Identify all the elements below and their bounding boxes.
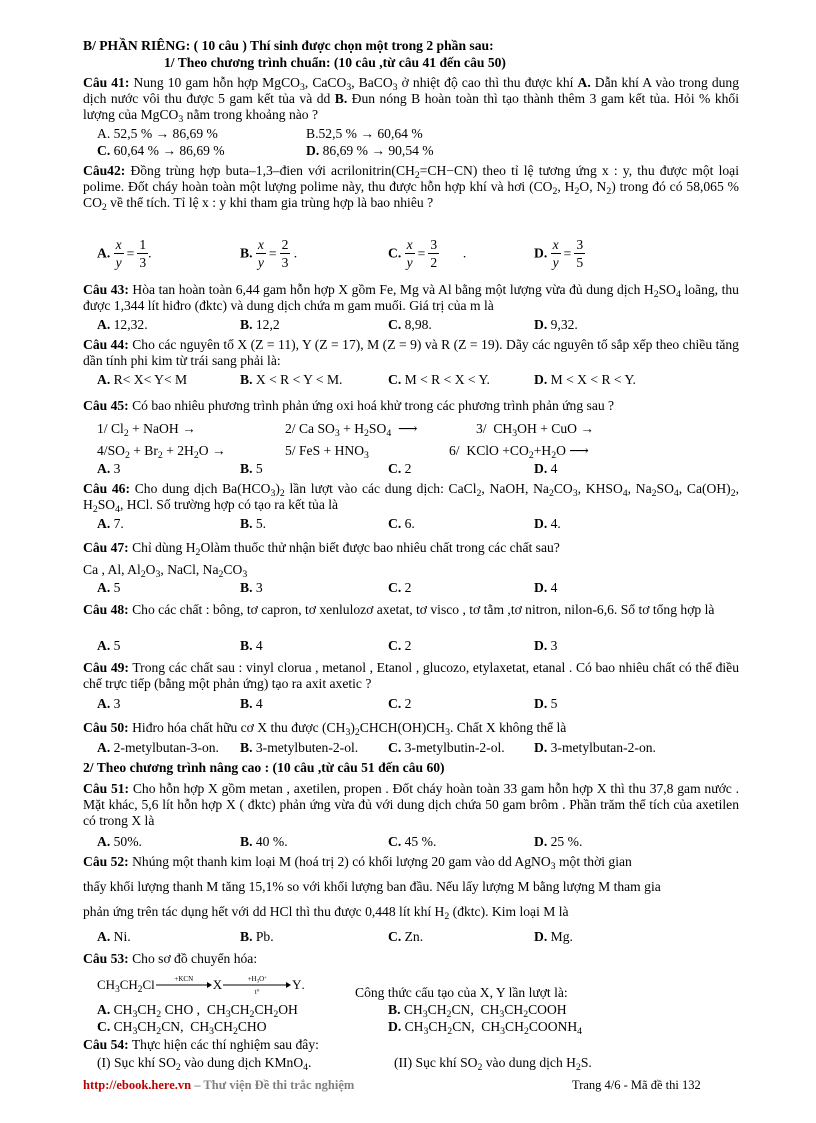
q44-option-c[interactable]: C. M < R < X < Y. — [388, 372, 490, 387]
q52-option-c[interactable]: C. Zn. — [388, 929, 424, 944]
q45-option-d[interactable]: D. 4 — [534, 461, 558, 476]
q47-option-d[interactable]: D. 4 — [534, 580, 558, 595]
q49-option-b[interactable]: B. 4 — [240, 696, 263, 711]
q47-option-c[interactable]: C. 2 — [388, 580, 412, 595]
question-47: Câu 47: Chỉ dùng $H_2Olàm$ thuốc thử nhận biết được bao nhiêu chất trong các chất sau? — [83, 540, 560, 558]
q44-label: Câu 44: — [83, 337, 129, 352]
question-43: Câu 43: Hòa tan hoàn toàn 6,44 gam hỗn hợp X gồm Fe, Mg và Al bằng một lượng vừa đủ dung dịch $H_2SO_4$ loãng, thu được 1,344 lít hiđro (đktc) và dung dịch chứa m gam muối. Giá trị của m là — [83, 282, 739, 313]
q45-reaction-3: 3/ $CH_3OH$ + CuO → — [476, 421, 594, 439]
q42-label: Câu42: — [83, 163, 126, 178]
q44-option-d[interactable]: D. M < X < R < Y. — [534, 372, 636, 387]
q45-reaction-4: $4/SO_2 + Br_2 + 2H_2O$ → — [97, 443, 226, 461]
q51-option-a[interactable]: A. 50%. — [97, 834, 142, 849]
question-44: Câu 44: Cho các nguyên tố X (Z = 11), Y (Z = 17), M (Z = 9) và R (Z = 19). Dãy các nguyên tố sắp xếp theo chiều tăng dần tính phi kim từ trái sang phải là: — [83, 337, 739, 368]
q45-option-b[interactable]: B. 5 — [240, 461, 263, 476]
q47-option-a[interactable]: A. 5 — [97, 580, 121, 595]
q41-option-c[interactable]: C. 60,64 % → 86,69 % — [97, 143, 225, 158]
footer-left: http://ebook.here.vn – Thư viện Đề thi trắc nghiệm — [83, 1078, 355, 1092]
q50-option-a[interactable]: A. 2-metylbutan-3-on. — [97, 740, 219, 755]
q42-option-d[interactable]: D. $\frac{x}{y}$ = $\frac{3}{5}$ — [534, 237, 584, 270]
q53-arrow-2: $+H_3O^+$ t° — [222, 981, 292, 989]
subsection-advanced: 2/ Theo chương trình nâng cao : (10 câu ,từ câu 51 đến câu 60) — [83, 760, 445, 775]
question-45: Câu 45: Có bao nhiêu phương trình phản ứng oxi hoá khử trong các phương trình phản ứng sau ? — [83, 398, 615, 413]
q50-option-c[interactable]: C. 3-metylbutin-2-ol. — [388, 740, 505, 755]
q46-option-d[interactable]: D. 4. — [534, 516, 561, 531]
question-50: Câu 50: Hiđro hóa chất hữu cơ X thu được $(CH_3)_2CHCH(OH)CH_3$. Chất X không thể là — [83, 720, 567, 738]
question-54: Câu 54: Thực hiện các thí nghiệm sau đây: — [83, 1037, 319, 1052]
section-title: B/ PHẦN RIÊNG: ( 10 câu ) Thí sinh được chọn một trong 2 phần sau: — [83, 38, 494, 53]
question-52-line3: phản ứng trên tác dụng hết với dd HCl thì thu được 0,448 lít khí $H_2$ (đktc). Kim loại M là — [83, 904, 569, 922]
question-51: Câu 51: Cho hỗn hợp X gồm metan , axetilen, propen . Đốt cháy hoàn toàn 33 gam hỗn hợp X thì thu 37,8 gam nước . Mặt khác, 5,6 lít hỗn hợp X ( đktc) phản ứng vừa đủ với dung dịch chứa 50 gam brôm . Phần trăm thể tích của axetilen có trong X là — [83, 781, 739, 828]
q41-option-d[interactable]: D. 86,69 % → 90,54 % — [306, 143, 434, 158]
q43-option-c[interactable]: C. 8,98. — [388, 317, 432, 332]
q54-experiment-1: (I) Sục khí $SO_2$ vào dung dịch KMnO$_4$. — [97, 1055, 312, 1073]
q43-option-d[interactable]: D. 9,32. — [534, 317, 578, 332]
q42-option-a[interactable]: A. $\frac{x}{y}$ = $\frac{1}{3}$ . — [97, 237, 152, 270]
q49-option-d[interactable]: D. 5 — [534, 696, 558, 711]
q50-option-d[interactable]: D. 3-metylbutan-2-on. — [534, 740, 656, 755]
q41-option-b[interactable]: B.52,5 % → 60,64 % — [306, 126, 423, 141]
question-53: Câu 53: Cho sơ đồ chuyển hóa: — [83, 951, 258, 966]
q44-option-b[interactable]: B. X < R < Y < M. — [240, 372, 343, 387]
q51-option-b[interactable]: B. 40 %. — [240, 834, 288, 849]
q53-question: Công thức cấu tạo của X, Y lần lượt là: — [355, 985, 568, 1000]
q45-reaction-1: 1/ $Cl_2$ + NaOH → — [97, 421, 196, 439]
q53-option-c[interactable]: C. $CH_3CH_2CN$, $CH_3CH_2CHO$ — [97, 1019, 267, 1037]
q47-option-b[interactable]: B. 3 — [240, 580, 263, 595]
question-46: Câu 46: Cho dung dịch $Ba(HCO_3)_2$ lần lượt vào các dung dịch: CaCl$_2$, NaOH, $Na_2CO_3$, $KHSO_4$, $Na_2SO_4$, $Ca(OH)_2$, $H_2SO_4$, HCl. Số trường hợp có tạo ra kết tủa là — [83, 481, 739, 515]
q53-option-b[interactable]: B. $CH_3CH_2CN$, $CH_3CH_2COOH$ — [388, 1002, 567, 1020]
q48-option-a[interactable]: A. 5 — [97, 638, 121, 653]
q41-option-a[interactable]: A. 52,5 % → 86,69 % — [97, 126, 218, 141]
question-48: Câu 48: Cho các chất : bông, tơ capron, tơ xenlulozơ axetat, tơ visco , tơ tằm ,tơ nitron, nilon-6,6. Số tơ tổng hợp là — [83, 602, 715, 617]
q47-substances: Ca , Al, $Al_2O_3$, NaCl, $Na_2CO_3$ — [83, 562, 248, 580]
q50-option-b[interactable]: B. 3-metylbuten-2-ol. — [240, 740, 359, 755]
subsection-standard: 1/ Theo chương trình chuẩn: (10 câu ,từ câu 41 đến câu 50) — [164, 55, 506, 70]
question-52-line2: thấy khối lượng thanh M tăng 15,1% so với khối lượng ban đầu. Nếu lấy lượng M bằng lượng M tham gia — [83, 879, 661, 894]
q51-option-d[interactable]: D. 25 %. — [534, 834, 583, 849]
q43-option-b[interactable]: B. 12,2 — [240, 317, 280, 332]
question-42: Câu42: Đồng trùng hợp buta–1,3–đien với $acrilonitrin(CH_2=CH-CN)$ theo tỉ lệ tương ứng x : y, thu được một loại polime. Đốt cháy hoàn toàn một lượng polime này, thu được hỗn hợp khí và hơi ($CO_2$, $H_2O$, $N_2$) trong đó có 58,065 % $CO_2$ về thể tích. Tỉ lệ x : y khi tham gia trùng hợp là bao nhiêu ? — [83, 163, 739, 213]
q52-option-a[interactable]: A. Ni. — [97, 929, 131, 944]
q53-scheme: $CH_3CH_2Cl$ +KCN X $+H_3O^+$ t° Y. — [97, 974, 305, 997]
footer-library: Thư viện Đề thi trắc nghiệm — [203, 1078, 355, 1092]
question-52-line1: Câu 52: Nhúng một thanh kim loại M (hoá trị 2) có khối lượng 20 gam vào dd AgNO$_3$ một thời gian — [83, 854, 632, 872]
q53-option-d[interactable]: D. $CH_3CH_2CN$, $CH_3CH_2COONH_4$ — [388, 1019, 583, 1037]
q48-option-c[interactable]: C. 2 — [388, 638, 412, 653]
q45-option-a[interactable]: A. 3 — [97, 461, 121, 476]
q44-option-a[interactable]: A. R< X< Y< M — [97, 372, 188, 387]
q42-option-b[interactable]: B. $\frac{x}{y}$ = $\frac{2}{3}$ . — [240, 237, 298, 270]
q53-arrow-1: +KCN — [155, 981, 213, 989]
q46-option-a[interactable]: A. 7. — [97, 516, 124, 531]
q45-reaction-6: 6/ KClO $+CO_2+H_2O$ ⟶ — [449, 443, 589, 461]
q41-label: Câu 41: — [83, 75, 130, 90]
question-49: Câu 49: Trong các chất sau : vinyl clorua , metanol , Etanol , glucozo, etylaxetat, etanal . Có bao nhiêu chất có thể điều chế trực tiếp (bằng một phản ứng) tạo ra axit axetic ? — [83, 660, 739, 691]
q45-option-c[interactable]: C. 2 — [388, 461, 412, 476]
q48-option-d[interactable]: D. 3 — [534, 638, 558, 653]
q46-label: Câu 46: — [83, 481, 131, 496]
q52-option-b[interactable]: B. Pb. — [240, 929, 274, 944]
q46-option-b[interactable]: B. 5. — [240, 516, 267, 531]
q45-reaction-5: 5/ FeS + $HNO_3$ — [285, 443, 369, 461]
q43-label: Câu 43: — [83, 282, 129, 297]
q42-option-c[interactable]: C. $\frac{x}{y}$ = $\frac{3}{2}$ . — [388, 237, 467, 270]
q43-option-a[interactable]: A. 12,32. — [97, 317, 148, 332]
q53-option-a[interactable]: A. $CH_3CH_2$ CHO , $CH_3CH_2CH_2OH$ — [97, 1002, 298, 1020]
q49-option-c[interactable]: C. 2 — [388, 696, 412, 711]
q48-option-b[interactable]: B. 4 — [240, 638, 263, 653]
q51-option-c[interactable]: C. 45 %. — [388, 834, 437, 849]
q54-experiment-2: (II) Sục khí $SO_2$ vào dung dịch $H_2S$. — [394, 1055, 592, 1073]
q49-option-a[interactable]: A. 3 — [97, 696, 121, 711]
question-41: Câu 41: Nung 10 gam hỗn hợp MgCO$_3$, CaCO$_3$, BaCO$_3$ ở nhiệt độ cao thì thu được khí A. Dẫn khí A vào trong dung dịch nước vôi thu được 5 gam kết tủa và dd B. Đun nóng B hoàn toàn thì tạo thành thêm 3 gam kết tủa. Hỏi % khối lượng của MgCO$_3$ nằm trong khoảng nào ? — [83, 75, 740, 125]
footer-link[interactable]: http://ebook.here.vn — [83, 1078, 192, 1092]
q45-reaction-2: 2/ Ca $SO_3 + H_2SO_4$ ⟶ — [285, 421, 418, 439]
footer-page-number: Trang 4/6 - Mã đề thi 132 — [572, 1078, 701, 1092]
q52-option-d[interactable]: D. Mg. — [534, 929, 573, 944]
q46-option-c[interactable]: C. 6. — [388, 516, 415, 531]
